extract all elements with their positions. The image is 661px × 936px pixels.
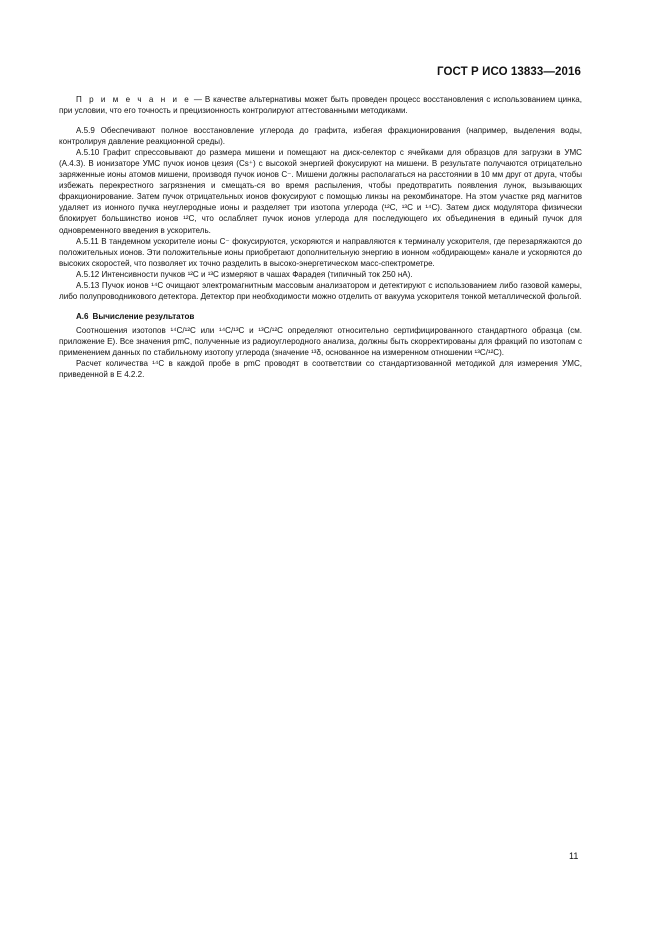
paragraph-a5-11: А.5.11 В тандемном ускорителе ионы C⁻ фокусируются, ускоряются и направляются к терминалу ускорителя, где перезаряжаются до положительных ионов. Эти положительные ионы приобретают дополнительную энергию в ионном «обдирающем» канале и ускоряются до высоких скоростей, что позволяет их точно разделить в высоко-энергетическом масс-спектрометре. — [59, 236, 582, 268]
note-text: — В качестве альтернативы может быть проведен процесс восстановления с использованием цинка, при условии, что его точность и прецизионность контролируют аттестованными методиками. — [59, 95, 582, 116]
section-number: А.6 — [76, 311, 89, 321]
paragraph-a6-1: Соотношения изотопов ¹⁴C/¹²C или ¹⁴C/¹³C и ¹³C/¹²C определяют относительно сертифицированного стандартного образца (см. приложение Е). Все значения pmC, полученные из радиоуглеродного анализа, должны быть скорректированы для фракций по изотопам с применением данных по стабильному изотопу углерода (значение ¹³δ, основанное на измеренном отношении ¹³C/¹²C). — [59, 325, 582, 357]
page-number: 11 — [569, 851, 579, 861]
paragraph-a5-13: А.5.13 Пучок ионов ¹⁴C очищают электромагнитным массовым анализатором и детектируют с использованием либо газовой камеры, либо полупроводникового детектора. Детектор при необходимости можно отделить от вакуума ускорителя тонкой металлической фольгой. — [59, 280, 582, 301]
note-label: П р и м е ч а н и е — [76, 95, 191, 104]
document-body — [59, 94, 582, 380]
section-title: Вычисление результатов — [92, 311, 195, 321]
paragraph-a5-10: А.5.10 Графит спрессовывают до размера мишени и помещают на диск-селектор с ячейками для образцов для загрузки в УМС (А.4.3). В ионизаторе УМС пучок ионов цезия (Cs⁺) с высокой энергией фокусируют на мишени. В результате получаются отрицательно заряженные ионы атомов мишени, производя пучок ионов C⁻. Мишени должны располагаться на расстоянии в 10 мм друг от друга, чтобы избежать перекрестного загрязнения и смещать-ся во время распыления, чтобы предотвратить появления лунок, вызывающих фракционирование. Затем пучок отрицательных ионов фокусируют с помощью линзы на рекомбинаторе. На этом участке ряд магнитов удаляет из ионного пучка неуглеродные ионы и разделяет три изотопа углерода (¹²C, ¹³C и ¹⁴C). Затем диск модулятора физически блокирует большинство ионов ¹²C, что ослабляет пучок ионов углерода для последующего их объединения в единый пучок для одновременного введения в ускоритель. — [59, 148, 582, 235]
paragraph-a6-2: Расчет количества ¹⁴C в каждой пробе в pmC проводят в соответствии со стандартизованной методикой для измерения УМС, приведенной в Е 4.2.2. — [59, 359, 582, 380]
section-heading — [59, 311, 582, 322]
document-header: ГОСТ Р ИСО 13833—2016 — [436, 66, 581, 78]
paragraph-a5-9: А.5.9 Обеспечивают полное восстановление углерода до графита, избегая фракционирования (например, выделения воды, контролируя давление реакционной среды). — [59, 126, 582, 147]
paragraph-a5-12: А.5.12 Интенсивности пучков ¹²C и ¹³C измеряют в чашах Фарадея (типичный ток 250 нА). — [76, 269, 413, 279]
note-paragraph — [59, 94, 582, 116]
